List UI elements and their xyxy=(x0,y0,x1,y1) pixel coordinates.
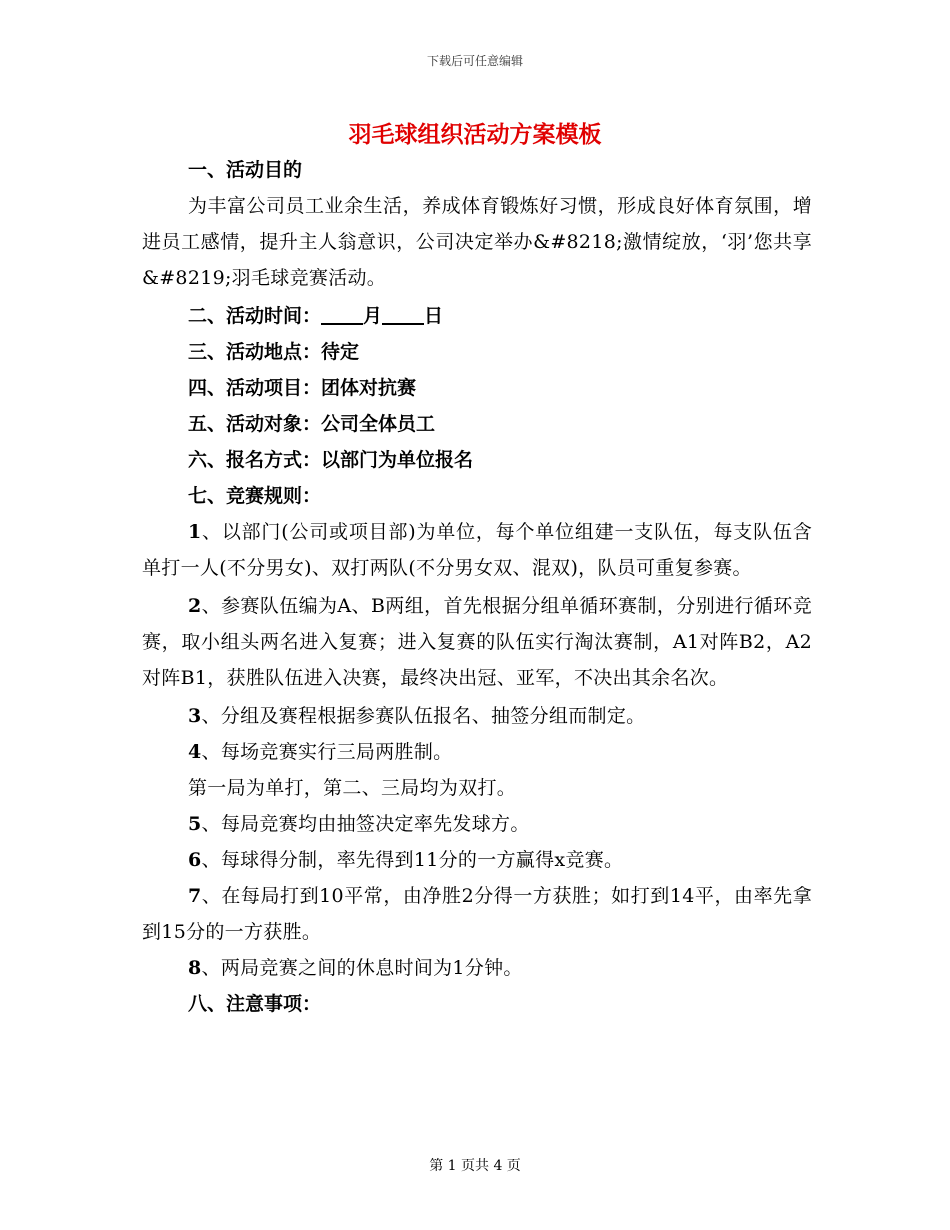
section-heading-purpose: 一、活动目的 xyxy=(188,159,303,181)
document-body xyxy=(142,152,812,1022)
section-heading-location: 三、活动地点：待定 xyxy=(188,341,360,363)
section-heading-time xyxy=(142,298,812,334)
purpose-paragraph: 为丰富公司员工业余生活，养成体育锻炼好习惯，形成良好体育氛围，增进员工感情，提升主人翁意识，公司决定举办&#8218;激情绽放，‘羽’您共享&#8219;羽毛球竞赛活动。 xyxy=(142,195,812,289)
rule-5: 5、每局竞赛均由抽签决定率先发球方。 xyxy=(188,813,530,835)
section-heading-rules: 七、竞赛规则： xyxy=(188,485,322,507)
page-header: 下载后可任意编辑 xyxy=(426,54,523,68)
rule-4: 4、每场竞赛实行三局两胜制。 xyxy=(188,741,453,763)
rule-4-detail: 第一局为单打，第二、三局均为双打。 xyxy=(188,777,517,799)
rule-7: 7、在每局打到10平常，由净胜2分得一方获胜；如打到14平，由率先拿到15分的一方获胜。 xyxy=(142,885,812,943)
month-label: 月 xyxy=(363,305,383,327)
month-blank xyxy=(321,301,363,325)
rule-8: 8、两局竞赛之间的休息时间为1分钟。 xyxy=(188,957,523,979)
day-blank xyxy=(382,301,424,325)
rule-2: 2、参赛队伍编为A、B两组，首先根据分组单循环赛制，分别进行循环竞赛，取小组头两名进入复赛；进入复赛的队伍实行淘汰赛制，A1对阵B2，A2对阵B1，获胜队伍进入决赛，最终决出冠、亚军，不决出其余名次。 xyxy=(142,595,812,689)
day-label: 日 xyxy=(424,305,444,327)
page-footer: 第 1 页共 4 页 xyxy=(429,1158,521,1174)
section-heading-registration: 六、报名方式：以部门为单位报名 xyxy=(188,449,474,471)
section-heading-notes: 八、注意事项： xyxy=(188,993,322,1015)
rule-3: 3、分组及赛程根据参赛队伍报名、抽签分组而制定。 xyxy=(188,705,646,727)
section-heading-event: 四、活动项目：团体对抗赛 xyxy=(188,377,417,399)
document-title: 羽毛球组织活动方案模板 xyxy=(348,121,602,148)
rule-6: 6、每球得分制，率先得到11分的一方赢得x竞赛。 xyxy=(188,849,624,871)
rule-1: 1、以部门(公司或项目部)为单位，每个单位组建一支队伍，每支队伍含单打一人(不分男女)、双打两队(不分男女双、混双)，队员可重复参赛。 xyxy=(142,521,812,579)
time-label: 二、活动时间： xyxy=(188,305,322,327)
section-heading-audience: 五、活动对象：公司全体员工 xyxy=(188,413,436,435)
